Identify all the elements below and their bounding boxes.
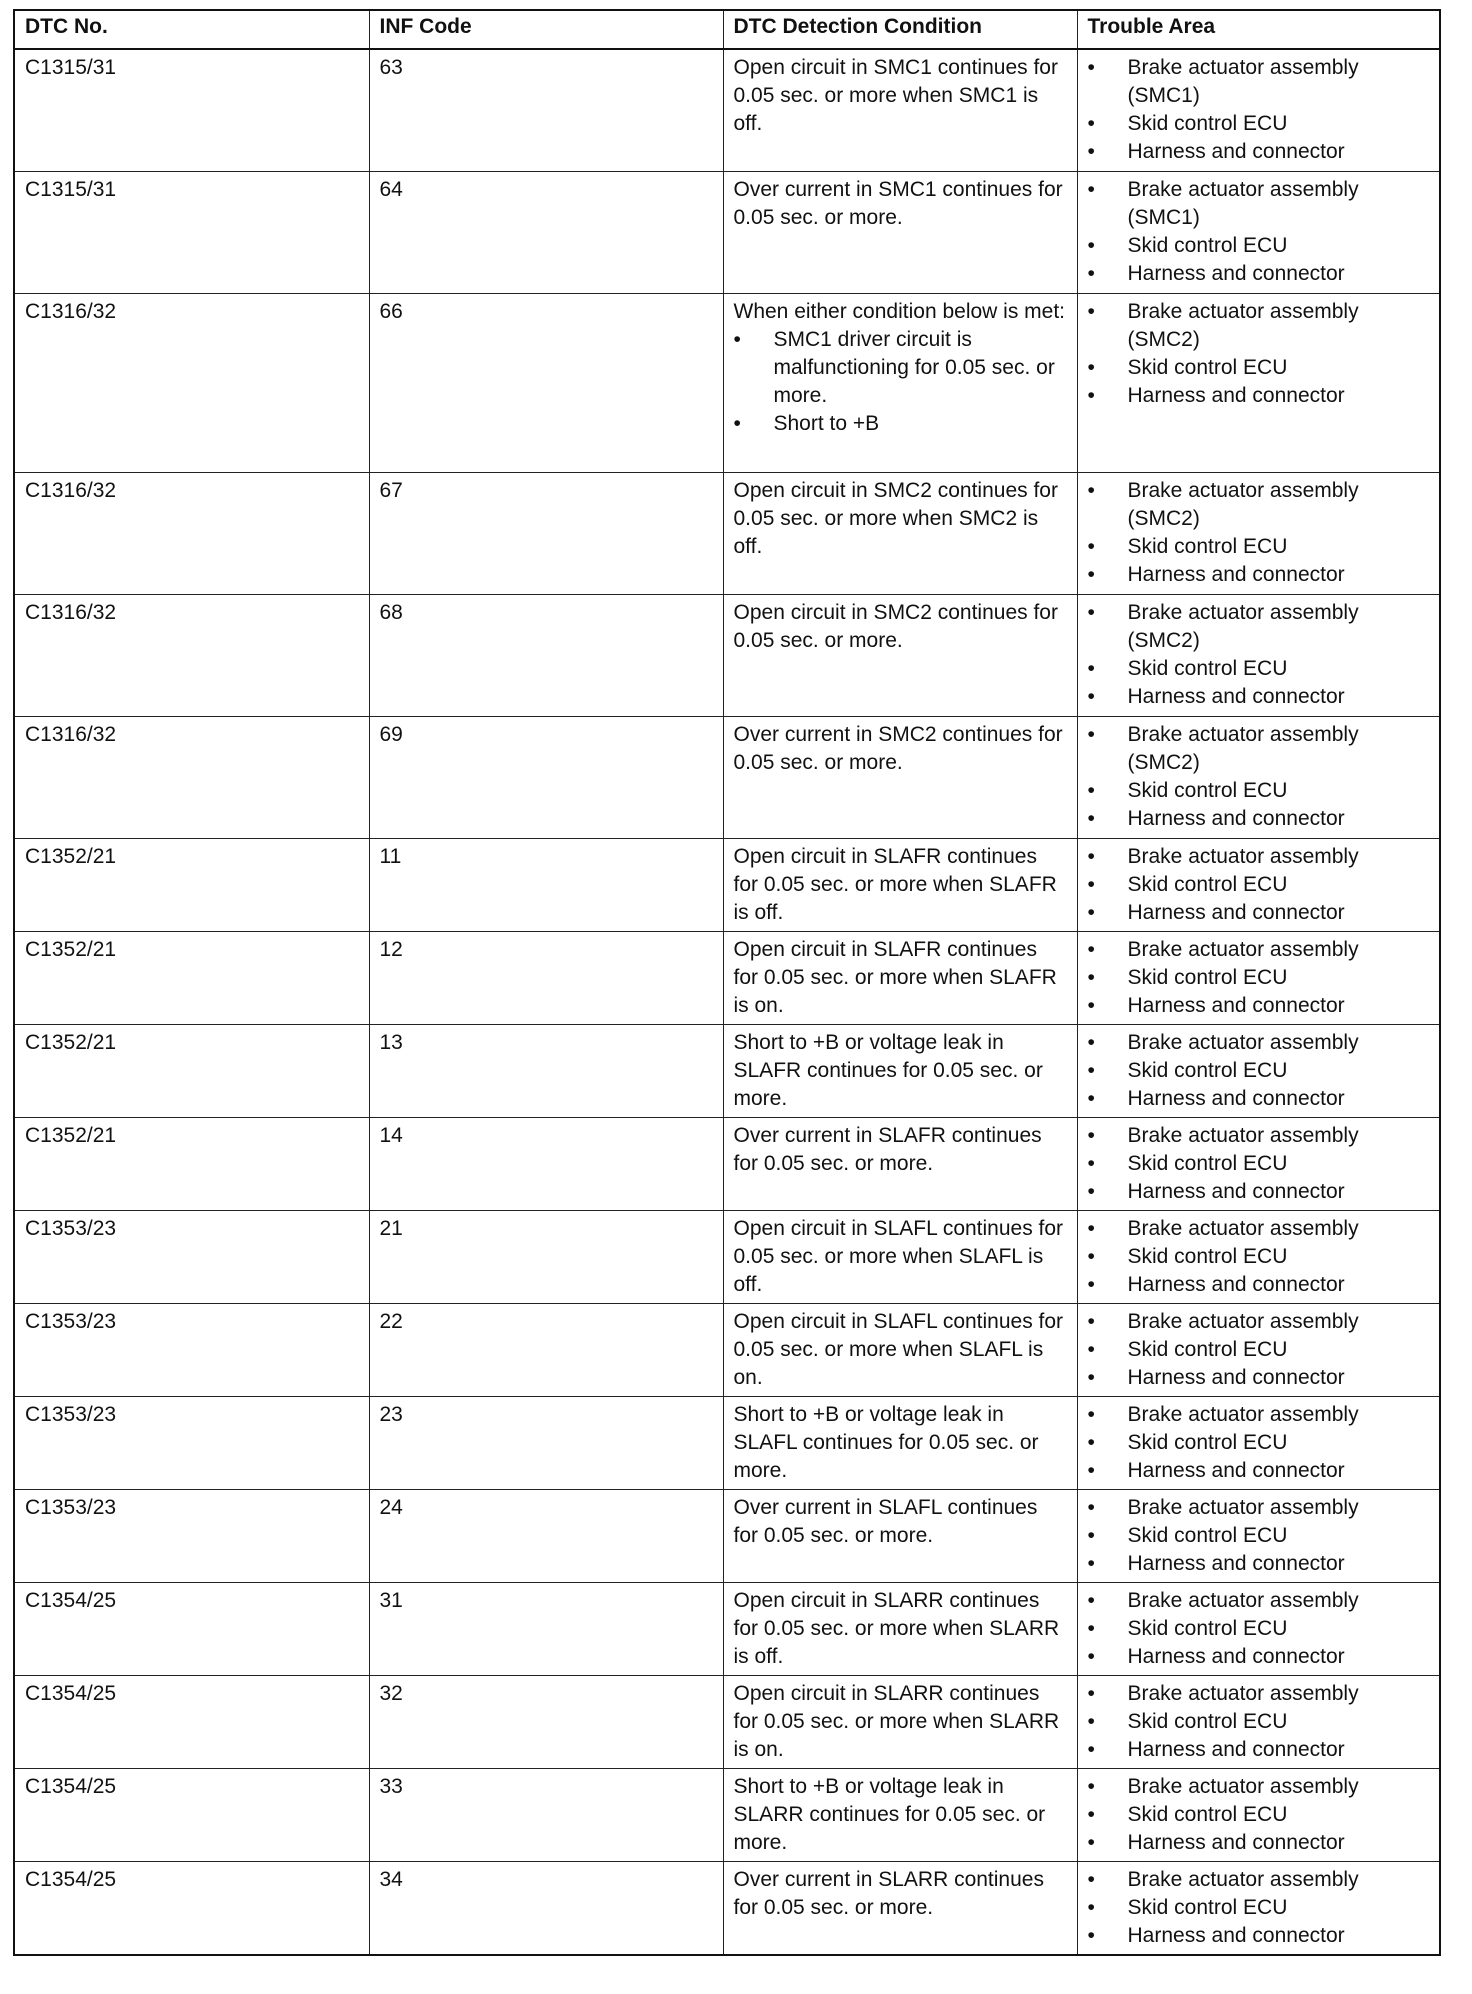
- trouble-item: • Harness and connector: [1088, 1178, 1430, 1206]
- trouble-item: • Skid control ECU: [1088, 1057, 1430, 1085]
- trouble-item: • Harness and connector: [1088, 260, 1430, 288]
- condition-cell: Over current in SLAFL continues for 0.05 sec. or more.: [723, 1490, 1077, 1583]
- dtc-no-cell: C1352/21: [14, 1118, 369, 1211]
- trouble-area-cell: [1077, 473, 1440, 595]
- table-row: [14, 1211, 1440, 1304]
- trouble-item: • Brake actuator assembly: [1088, 1401, 1430, 1429]
- table-row: [14, 1025, 1440, 1118]
- header-trouble-area: Trouble Area: [1077, 10, 1440, 49]
- table-row: [14, 1676, 1440, 1769]
- inf-code-cell: 24: [369, 1490, 723, 1583]
- trouble-item: • Brake actuator assembly: [1088, 1587, 1430, 1615]
- table-row: [14, 1583, 1440, 1676]
- dtc-no-cell: C1316/32: [14, 717, 369, 839]
- trouble-item: • Brake actuator assembly: [1088, 1680, 1430, 1708]
- condition-cell: Open circuit in SLARR continues for 0.05 sec. or more when SLARR is off.: [723, 1583, 1077, 1676]
- trouble-item: • Brake actuator assembly (SMC1): [1088, 176, 1430, 232]
- inf-code-cell: 66: [369, 294, 723, 473]
- dtc-no-cell: C1354/25: [14, 1583, 369, 1676]
- trouble-area-cell: [1077, 1304, 1440, 1397]
- trouble-area-cell: [1077, 839, 1440, 932]
- trouble-item: • Harness and connector: [1088, 899, 1430, 927]
- trouble-area-cell: [1077, 595, 1440, 717]
- trouble-item: • Skid control ECU: [1088, 1243, 1430, 1271]
- trouble-item: • Brake actuator assembly: [1088, 1215, 1430, 1243]
- trouble-item: • Harness and connector: [1088, 1457, 1430, 1485]
- condition-cell: Open circuit in SLAFL continues for 0.05 sec. or more when SLAFL is on.: [723, 1304, 1077, 1397]
- trouble-item: • Harness and connector: [1088, 1550, 1430, 1578]
- trouble-area-cell: [1077, 1769, 1440, 1862]
- trouble-item: • Brake actuator assembly: [1088, 1866, 1430, 1894]
- trouble-item: • Skid control ECU: [1088, 1801, 1430, 1829]
- dtc-table: [13, 9, 1441, 1956]
- table-row: [14, 1397, 1440, 1490]
- trouble-item: • Skid control ECU: [1088, 1708, 1430, 1736]
- header-inf-code: INF Code: [369, 10, 723, 49]
- trouble-area-cell: [1077, 1118, 1440, 1211]
- trouble-item: • Harness and connector: [1088, 1829, 1430, 1857]
- dtc-no-cell: C1316/32: [14, 473, 369, 595]
- trouble-item: • Harness and connector: [1088, 992, 1430, 1020]
- trouble-item: • Brake actuator assembly: [1088, 1308, 1430, 1336]
- table-row: [14, 932, 1440, 1025]
- inf-code-cell: 21: [369, 1211, 723, 1304]
- trouble-item: • Brake actuator assembly: [1088, 843, 1430, 871]
- condition-cell: Open circuit in SLAFR continues for 0.05 sec. or more when SLAFR is off.: [723, 839, 1077, 932]
- header-detection-condition: DTC Detection Condition: [723, 10, 1077, 49]
- inf-code-cell: 12: [369, 932, 723, 1025]
- trouble-item: • Skid control ECU: [1088, 1522, 1430, 1550]
- trouble-item: • Skid control ECU: [1088, 232, 1430, 260]
- trouble-item: • Harness and connector: [1088, 1364, 1430, 1392]
- trouble-area-cell: [1077, 1676, 1440, 1769]
- inf-code-cell: 67: [369, 473, 723, 595]
- trouble-item: • Skid control ECU: [1088, 1429, 1430, 1457]
- trouble-item: • Skid control ECU: [1088, 964, 1430, 992]
- trouble-item: • Skid control ECU: [1088, 871, 1430, 899]
- trouble-item: • Skid control ECU: [1088, 655, 1430, 683]
- trouble-item: • Skid control ECU: [1088, 1150, 1430, 1178]
- table-row: [14, 1490, 1440, 1583]
- trouble-item: • Harness and connector: [1088, 805, 1430, 833]
- dtc-no-cell: C1353/23: [14, 1397, 369, 1490]
- trouble-area-cell: [1077, 1025, 1440, 1118]
- trouble-item: • Skid control ECU: [1088, 1336, 1430, 1364]
- trouble-area-cell: [1077, 932, 1440, 1025]
- inf-code-cell: 32: [369, 1676, 723, 1769]
- trouble-item: • Skid control ECU: [1088, 110, 1430, 138]
- table-row: [14, 49, 1440, 172]
- dtc-no-cell: C1353/23: [14, 1304, 369, 1397]
- trouble-item: • Skid control ECU: [1088, 1615, 1430, 1643]
- header-dtc-no: DTC No.: [14, 10, 369, 49]
- trouble-area-cell: [1077, 1397, 1440, 1490]
- trouble-item: • Harness and connector: [1088, 561, 1430, 589]
- inf-code-cell: 33: [369, 1769, 723, 1862]
- table-row: [14, 839, 1440, 932]
- trouble-item: • Skid control ECU: [1088, 533, 1430, 561]
- condition-cell: Over current in SMC1 continues for 0.05 sec. or more.: [723, 172, 1077, 294]
- inf-code-cell: 34: [369, 1862, 723, 1956]
- table-row: [14, 1118, 1440, 1211]
- table-row: [14, 1769, 1440, 1862]
- inf-code-cell: 31: [369, 1583, 723, 1676]
- dtc-no-cell: C1316/32: [14, 595, 369, 717]
- trouble-item: • Brake actuator assembly: [1088, 1122, 1430, 1150]
- condition-cell: Over current in SLARR continues for 0.05 sec. or more.: [723, 1862, 1077, 1956]
- inf-code-cell: 64: [369, 172, 723, 294]
- trouble-area-cell: [1077, 49, 1440, 172]
- condition-cell: Open circuit in SLAFL continues for 0.05 sec. or more when SLAFL is off.: [723, 1211, 1077, 1304]
- trouble-item: • Brake actuator assembly: [1088, 1494, 1430, 1522]
- dtc-no-cell: C1353/23: [14, 1211, 369, 1304]
- dtc-no-cell: C1354/25: [14, 1862, 369, 1956]
- trouble-item: • Brake actuator assembly: [1088, 936, 1430, 964]
- header-row: [14, 10, 1440, 49]
- inf-code-cell: 14: [369, 1118, 723, 1211]
- dtc-no-cell: C1316/32: [14, 294, 369, 473]
- trouble-item: • Brake actuator assembly (SMC2): [1088, 298, 1430, 354]
- trouble-item: • Brake actuator assembly (SMC2): [1088, 721, 1430, 777]
- trouble-area-cell: [1077, 1862, 1440, 1956]
- trouble-item: • Brake actuator assembly (SMC2): [1088, 599, 1430, 655]
- table-row: [14, 294, 1440, 473]
- dtc-no-cell: C1352/21: [14, 1025, 369, 1118]
- trouble-area-cell: [1077, 717, 1440, 839]
- trouble-area-cell: [1077, 1583, 1440, 1676]
- trouble-item: • Harness and connector: [1088, 138, 1430, 166]
- condition-cell: Open circuit in SLARR continues for 0.05 sec. or more when SLARR is on.: [723, 1676, 1077, 1769]
- trouble-item: • Brake actuator assembly: [1088, 1773, 1430, 1801]
- trouble-item: • Harness and connector: [1088, 1085, 1430, 1113]
- trouble-item: • Harness and connector: [1088, 1643, 1430, 1671]
- table-row: [14, 473, 1440, 595]
- dtc-no-cell: C1315/31: [14, 49, 369, 172]
- trouble-item: • Skid control ECU: [1088, 1894, 1430, 1922]
- trouble-item: • Harness and connector: [1088, 1736, 1430, 1764]
- trouble-item: • Skid control ECU: [1088, 777, 1430, 805]
- table-row: [14, 1862, 1440, 1956]
- trouble-area-cell: [1077, 294, 1440, 473]
- table-row: [14, 1304, 1440, 1397]
- inf-code-cell: 68: [369, 595, 723, 717]
- condition-cell: Over current in SLAFR continues for 0.05 sec. or more.: [723, 1118, 1077, 1211]
- trouble-item: • Harness and connector: [1088, 1922, 1430, 1950]
- condition-cell: Open circuit in SMC2 continues for 0.05 sec. or more when SMC2 is off.: [723, 473, 1077, 595]
- condition-cell: Open circuit in SMC2 continues for 0.05 sec. or more.: [723, 595, 1077, 717]
- inf-code-cell: 69: [369, 717, 723, 839]
- condition-cell: Open circuit in SLAFR continues for 0.05 sec. or more when SLAFR is on.: [723, 932, 1077, 1025]
- trouble-item: • Brake actuator assembly: [1088, 1029, 1430, 1057]
- dtc-no-cell: C1353/23: [14, 1490, 369, 1583]
- condition-item: • SMC1 driver circuit is malfunctioning for 0.05 sec. or more.: [734, 326, 1067, 410]
- trouble-item: • Harness and connector: [1088, 382, 1430, 410]
- inf-code-cell: 13: [369, 1025, 723, 1118]
- dtc-no-cell: C1354/25: [14, 1769, 369, 1862]
- trouble-item: • Skid control ECU: [1088, 354, 1430, 382]
- inf-code-cell: 22: [369, 1304, 723, 1397]
- dtc-no-cell: C1354/25: [14, 1676, 369, 1769]
- trouble-area-cell: [1077, 172, 1440, 294]
- trouble-item: • Harness and connector: [1088, 1271, 1430, 1299]
- inf-code-cell: 23: [369, 1397, 723, 1490]
- condition-intro: When either condition below is met:: [733, 300, 1065, 323]
- condition-cell: Short to +B or voltage leak in SLAFL continues for 0.05 sec. or more.: [723, 1397, 1077, 1490]
- dtc-no-cell: C1352/21: [14, 932, 369, 1025]
- trouble-item: • Harness and connector: [1088, 683, 1430, 711]
- condition-cell: Short to +B or voltage leak in SLAFR continues for 0.05 sec. or more.: [723, 1025, 1077, 1118]
- dtc-no-cell: C1352/21: [14, 839, 369, 932]
- table-row: [14, 717, 1440, 839]
- condition-cell: Open circuit in SMC1 continues for 0.05 sec. or more when SMC1 is off.: [723, 49, 1077, 172]
- dtc-no-cell: C1315/31: [14, 172, 369, 294]
- condition-cell: Short to +B or voltage leak in SLARR continues for 0.05 sec. or more.: [723, 1769, 1077, 1862]
- condition-item: • Short to +B: [734, 410, 1067, 438]
- trouble-item: • Brake actuator assembly (SMC1): [1088, 54, 1430, 110]
- trouble-item: • Brake actuator assembly (SMC2): [1088, 477, 1430, 533]
- trouble-area-cell: [1077, 1490, 1440, 1583]
- table-row: [14, 595, 1440, 717]
- inf-code-cell: 63: [369, 49, 723, 172]
- condition-cell: [723, 294, 1077, 473]
- condition-cell: Over current in SMC2 continues for 0.05 sec. or more.: [723, 717, 1077, 839]
- trouble-area-cell: [1077, 1211, 1440, 1304]
- table-row: [14, 172, 1440, 294]
- inf-code-cell: 11: [369, 839, 723, 932]
